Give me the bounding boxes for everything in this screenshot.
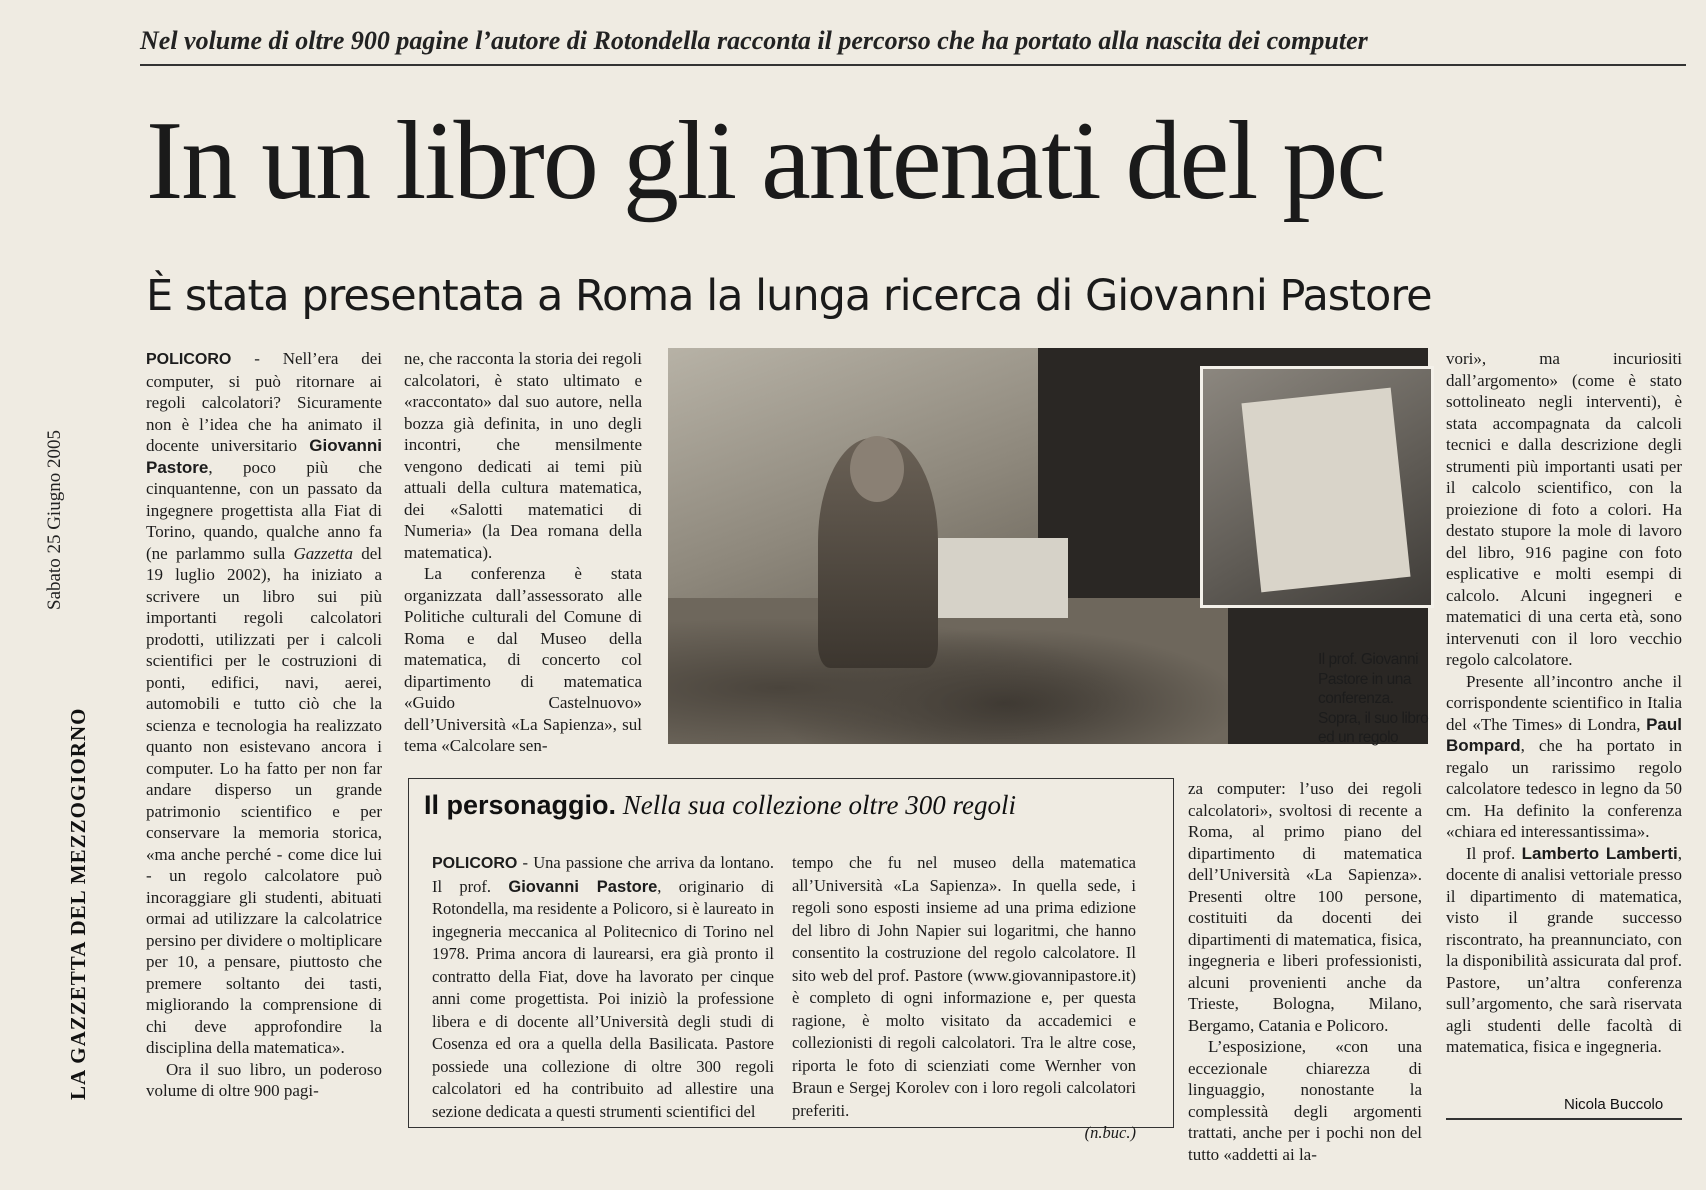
paragraph [1446,671,1682,843]
dateline: POLICORO [432,855,518,872]
sidebox-label: Il personaggio. [424,790,617,820]
sidebox-column-left [432,852,774,1123]
text-run: , originario di Rotondella, ma residente a Policoro, si è laureato in ingegneria meccanica al Politecnico di Torino nel 1978. Prima ancora di laurearsi, era già pronto il contratto della Fiat, dove ha lavorato per cinque anni come progettista. Poi iniziò la professione libera e di docente all’Università degli studi di Cosenza ed ora a quella della Basilicata. Pastore possiede una collezione di oltre 300 regoli calcolatori ed ha contribuito ad allestire una sezione dedicata a questi strumenti scientifici del [432,876,774,1121]
newspaper-name: LA GAZZETTA DEL MEZZOGIORNO [66,707,90,1100]
article-column-1 [146,348,382,1102]
paragraph [1446,843,1682,1058]
paragraph: L’esposizione, «con una eccezionale chiarezza di linguaggio, nonostante la complessità degli argomenti trattati, anche per i pochi non del tutto «addetti ai la- [1188,1037,1422,1164]
paragraph [146,348,382,1059]
paragraph: za computer: l’uso dei regoli calcolatori», svoltosi di recente a Roma, al primo piano del dipartimento di matematica dell’Università «La Sapienza». Presenti oltre 100 persone, costituiti da docenti dei dipartimenti di matematica, fisica, ingegneria e liberi professionisti, alcuni provenienti anche da Trieste, Bologna, Milano, Bergamo, Catania e Policoro. [1188,779,1422,1035]
person-name: Lamberto Lamberti [1521,843,1678,863]
newspaper-ref: Gazzetta [293,543,353,563]
text-run: , che ha portato in regalo un rarissimo regolo calcolatore tedesco in legno da 50 cm. Ha definito la conferenza «chiara ed interessantissima». [1446,736,1682,841]
photo-caption: Il prof. Giovanni Pastore in una conferenza. Sopra, il suo libro ed un regolo [1318,651,1429,746]
text-run: del 19 luglio 2002), ha iniziato a scrivere un libro sui più importanti regoli calcolatori prodotti, utilizzati per i calcoli scientifici per le costruzioni di ponti, edifici, navi, aerei, automobili e tutto ciò che la scienza e tecnologia ha realizzato quanto non esistevano ancora i computer. Lo ha fatto per non far andare disperso un grande patrimonio scientifico e per conservare la memoria storica, «ma anche perché - come dice lui - un regolo calcolatore può incoraggiare gli studenti, abituati ormai ad utilizzare la calcolatrice persino per dividere o moltiplicare per 10, a pensare, piuttosto che premere soltanto dei tasti, migliorando la comprensione di chi deve approfondire la disciplina della matematica». [146,543,382,1057]
article-column-4 [1446,348,1682,1058]
subheadline: È stata presentata a Roma la lunga ricerca di Giovanni Pastore [146,271,1432,321]
byline-rule [1446,1118,1682,1120]
article-column-2 [404,348,642,757]
paragraph: vori», ma incuriositi dall’argomento» (come è stato sottolineato negli interventi), è stata accompagnata da calcoli tecnici e dalla descrizione degli strumenti più importanti usati per il calcolo scientifico, con la proiezione di foto a colori. Ha destato stupore la mole di lavoro del libro, 916 pagine con foto esplicative e molti esempi di calcolo. Alcuni ingegneri e matematici di una certa età, sono intervenuti con il loro vecchio regolo calcolatore. [1446,349,1682,669]
photo-speaker-head [850,436,904,502]
byline: Nicola Buccolo [1564,1096,1664,1113]
photo-projector [938,538,1068,618]
book-photo [1200,366,1434,608]
photo-audience [668,598,1228,744]
sidebox-heading: Nella sua collezione oltre 300 regoli [616,790,1016,820]
sidebox-title [424,790,1144,821]
paragraph: ne, che racconta la storia dei regoli calcolatori, è stato ultimato e «raccontato» dal suo autore, nella bozza già definita, in uno degli incontri, che mensilmente vengono dedicati ai temi più attuali della cultura matematica, dei «Salotti matematici di Numeria» (la Dea romana della matematica). [404,349,642,562]
issue-date: Sabato 25 Giugno 2005 [44,430,65,610]
book-cover [1241,388,1410,593]
paragraph [432,852,774,1123]
sidebox-signature: (n.buc.) [1084,1123,1136,1142]
kicker: Nel volume di oltre 900 pagine l’autore di Rotondella racconta il percorso che ha portato alla nascita dei computer [140,26,1368,55]
paragraph: Ora il suo libro, un poderoso volume di oltre 900 pagi- [146,1059,382,1100]
kicker-rule [140,64,1686,66]
text-run: , docente di analisi vettoriale presso il dipartimento di matematica, visto il grande successo riscontrato, ha preannunciato, con la disponibilità assicurata dal prof. Pastore, un’altra conferenza sull’argomento, che sarà riservata agli studenti delle facoltà di matematica, fisica e ingegneria. [1446,843,1682,1056]
headline: In un libro gli antenati del pc [146,99,1385,223]
text-run: , poco più che cinquantenne, con un passato da ingegnere progettista alla Fiat di Torino, quando, qualche anno fa (ne parlammo sulla [146,457,382,563]
article-column-3 [1188,778,1422,1165]
paragraph: tempo che fu nel museo della matematica all’Università «La Sapienza». In quella sede, i regoli sono esposti insieme ad una prima edizione del libro di John Napier sui logaritmi, che hanno consentito la costruzione del regolo calcolatore. Il sito web del prof. Pastore (www.giovannipastore.it) è completo di ogni informazione e, per questa ragione, è molto visitato da accademici e collezionisti di regoli calcolatori. Tra le altre cose, riporta le foto di scienziati come Wernher von Braun e Sergej Korolev con i loro regoli calcolatori preferiti. [792,853,1136,1120]
sidebox-column-right [792,852,1136,1145]
text-run: - Nell’era dei computer, si può ritornare ai regoli calcolatori? Sicuramente non è l’idea che ha animato il docente universitario [146,349,382,455]
text-run: - Una passione che arriva da lontano. Il prof. [432,853,774,896]
person-name: Giovanni Pastore [508,877,658,896]
text-run: Presente all’incontro anche il corrispondente scientifico in Italia del «The Times» di Londra, [1446,671,1682,734]
paragraph: La conferenza è stata organizzata dall’assessorato alle Politiche culturali del Comune di Roma e dal Museo della matematica, di concerto col dipartimento di matematica «Guido Castelnuovo» dell’Università «La Sapienza», sul tema «Calcolare sen- [404,564,642,755]
person-name: Paul Bompard [1446,714,1682,755]
person-name: Giovanni Pastore [146,436,382,477]
text-run: Il prof. [1466,843,1522,863]
dateline: POLICORO [146,351,232,368]
